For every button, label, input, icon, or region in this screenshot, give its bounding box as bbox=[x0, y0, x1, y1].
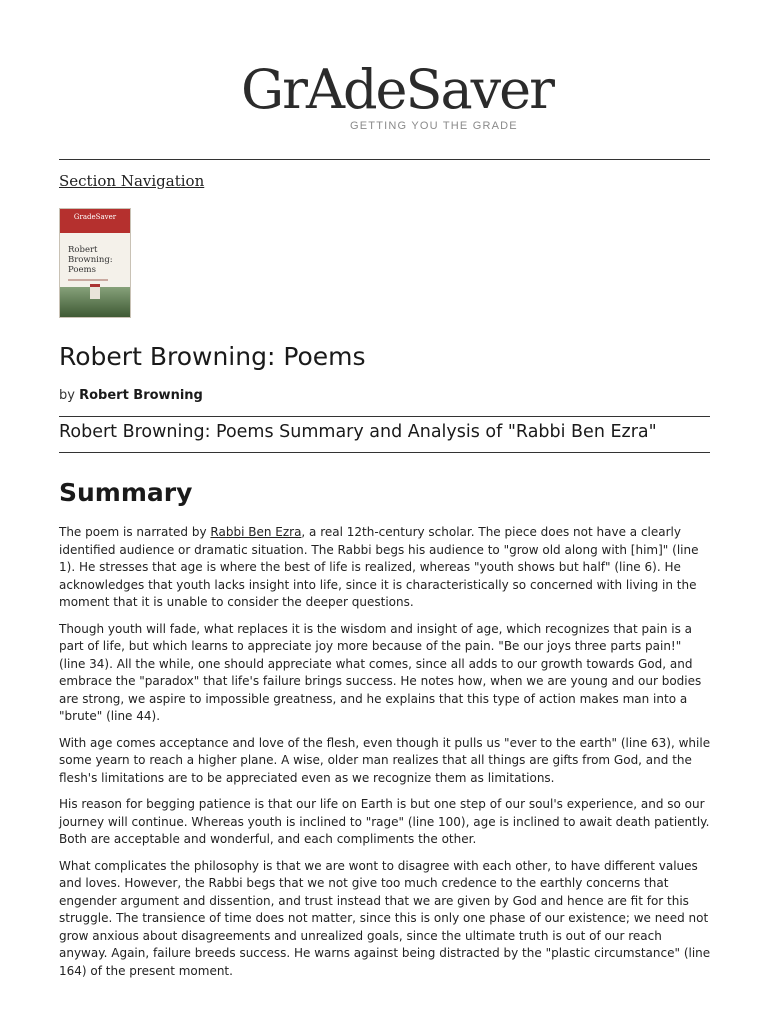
book-cover-image[interactable] bbox=[59, 208, 131, 318]
logo-wordmark bbox=[241, 60, 553, 120]
paragraph: Though youth will fade, what replaces it is the wisdom and insight of age, which recognizes that pain is a part of life, but which learns to appreciate joy more because of the pain. "Be our joys three parts pain!" (line 34). All the while, one should appreciate what comes, since all adds to our growth towards God, and embrace the "paradox" that life's failure brings success. He notes how, when we are young and our bodies are strong, we aspire to impossible greatness, and he explains that this type of action makes man into a "brute" (line 44). bbox=[59, 621, 702, 723]
book-title: Robert Browning: Poems bbox=[59, 342, 366, 371]
header-divider bbox=[59, 159, 710, 160]
chapter-divider-top bbox=[59, 416, 710, 417]
cover-title-line: Robert bbox=[68, 245, 98, 255]
cover-title-line: Poems bbox=[68, 265, 96, 275]
cover-lighthouse-art bbox=[90, 284, 100, 299]
paragraph: His reason for begging patience is that our life on Earth is but one step of our soul's experience, and so our journey will continue. Whereas youth is inclined to "rage" (line 100), age is inclined to await death patiently. Both are acceptable and wonderful, and each compliments the other. bbox=[59, 797, 710, 846]
paragraph-text: The poem is narrated by bbox=[59, 525, 211, 539]
logo-tagline: GETTING YOU THE GRADE bbox=[350, 120, 518, 132]
paragraph-text: , a real 12th-century scholar. The piece does not have a clearly identified audience or dramatic situation. The Rabbi begs his audience to "grow old along with [him]" (line 1). He stresses that age is where the best of life is realized, whereas "youth shows but half" (line 6). He acknowledges that youth lacks insight into life, since it is characteristically so concerned with living in the moment that it is unable to consider the deeper questions. bbox=[59, 525, 699, 609]
chapter-title: Robert Browning: Poems Summary and Analysis of "Rabbi Ben Ezra" bbox=[59, 422, 657, 442]
cover-accent-line bbox=[68, 279, 108, 281]
summary-body bbox=[59, 524, 711, 989]
cover-title bbox=[68, 245, 128, 275]
logo-word-start: Gr bbox=[241, 58, 306, 121]
paragraph: With age comes acceptance and love of the flesh, even though it pulls us "ever to the earth" (line 63), while some yearn to reach a higher plane. A wise, older man realizes that all things are gifts from God, and the flesh's limitations are to be appreciated even as we recognize them as limitations. bbox=[59, 735, 711, 785]
rabbi-ben-ezra-link[interactable]: Rabbi Ben Ezra bbox=[210, 525, 302, 539]
section-navigation-link[interactable]: Section Navigation bbox=[59, 172, 205, 190]
logo-word-a: A bbox=[305, 58, 343, 121]
byline-prefix: by bbox=[59, 388, 75, 403]
paragraph bbox=[59, 524, 711, 612]
cover-title-line: Browning: bbox=[68, 255, 113, 265]
author-link[interactable]: Robert Browning bbox=[79, 388, 203, 403]
logo-word-end: deSaver bbox=[342, 58, 553, 121]
gradesaver-logo[interactable] bbox=[230, 58, 553, 138]
cover-brand: GradeSaver bbox=[73, 213, 117, 221]
section-heading: Summary bbox=[59, 478, 193, 507]
byline bbox=[59, 388, 203, 403]
chapter-divider-bottom bbox=[59, 452, 710, 453]
paragraph: What complicates the philosophy is that we are wont to disagree with each other, to have different values and loves. However, the Rabbi begs that we not give too much credence to the earthly concerns that engender argument and dissention, and trust instead that we are given by God and hence are fit for this struggle. The transience of time does not matter, since this is only one phase of our existence; we need not grow anxious about disagreements and unrealized goals, since the ultimate truth is out of our reach anyway. Again, failure breeds success. He warns against being distracted by the "plastic circumstance" (line 164) of the present moment. bbox=[59, 858, 711, 978]
